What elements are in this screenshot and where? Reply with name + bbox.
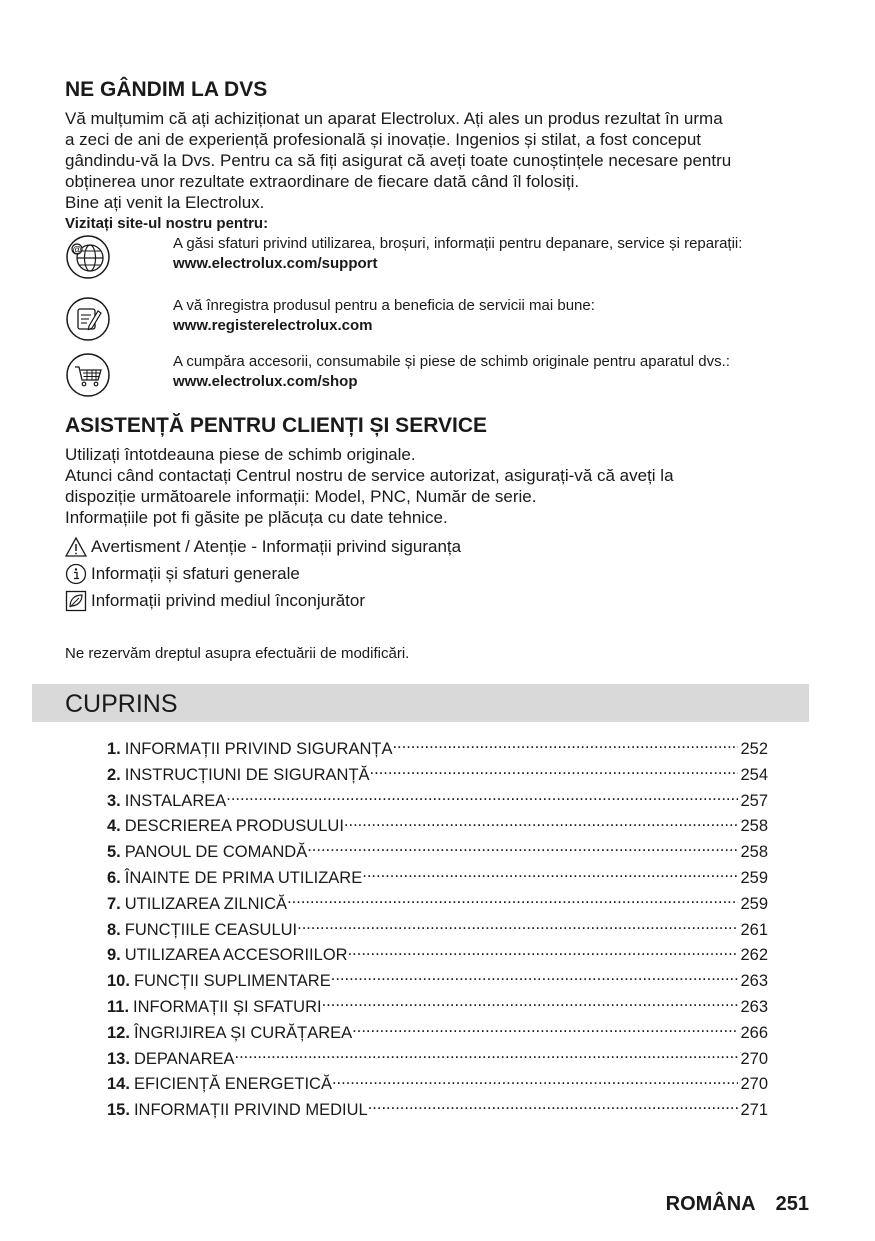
toc-entry-page: 263 [740, 997, 768, 1016]
toc-entry[interactable] [107, 863, 768, 889]
info-circle-icon [65, 563, 87, 585]
legend-info-text: Informații și sfaturi generale [91, 564, 300, 583]
toc-entry[interactable] [107, 1018, 768, 1044]
toc-dot-leader [392, 734, 738, 754]
warning-triangle-icon [65, 536, 87, 558]
toc-entry-page: 261 [740, 920, 768, 939]
visit-label: Vizitați site-ul nostru pentru: [65, 215, 269, 232]
legend-warning-text: Avertisment / Atenție - Informații privind siguranța [91, 537, 462, 556]
intro-line: Bine ați venit la Electrolux. [65, 193, 265, 212]
toc-entry-number: 1. [107, 740, 121, 758]
toc-entry-label: INFORMAȚII PRIVIND MEDIUL [133, 1101, 368, 1120]
toc-entry-page: 271 [740, 1101, 768, 1120]
toc-dot-leader [322, 992, 739, 1012]
leaf-environment-icon [65, 590, 87, 612]
support-url-link[interactable]: www.electrolux.com/support [173, 255, 378, 272]
intro-body [65, 108, 825, 213]
toc-dot-leader [307, 837, 738, 857]
toc-entry-page: 254 [740, 765, 768, 784]
toc-entry-label: INSTRUCȚIUNI DE SIGURANȚĂ [124, 765, 370, 784]
toc-entry-page: 270 [740, 1075, 768, 1094]
register-description: A vă înregistra produsul pentru a beneficia de servicii mai bune: [173, 297, 595, 314]
toc-dot-leader [344, 811, 739, 831]
toc-dot-leader [235, 1044, 739, 1064]
support-link-text [173, 234, 813, 274]
register-url-link[interactable]: www.registerelectrolux.com [173, 317, 373, 334]
toc-entry-number: 8. [107, 920, 121, 939]
support-description: A găsi sfaturi privind utilizarea, broșuri, informații pentru depanare, service și reparații: [173, 235, 743, 252]
toc-entry-number: 5. [107, 843, 121, 862]
toc-entry[interactable] [107, 786, 768, 812]
intro-line: obținerea unor rezultate extraordinare de fiecare dată când îl folosiți. [65, 172, 580, 191]
svg-text:@: @ [72, 244, 82, 255]
symbol-legend [65, 533, 825, 614]
toc-entry[interactable] [107, 966, 768, 992]
toc-entry-label: UTILIZAREA ACCESORIILOR [124, 946, 348, 965]
toc-title: CUPRINS [65, 690, 178, 718]
shopping-cart-icon [65, 352, 111, 398]
toc-entry-number: 2. [107, 765, 121, 784]
toc-entry-number: 11. [107, 997, 130, 1016]
toc-entry-page: 258 [740, 817, 768, 836]
toc-entry-page: 259 [740, 868, 768, 887]
intro-line: gândindu-vă la Dvs. Pentru ca să fiți asigurat că aveți toate cunoștințele necesare pentru [65, 151, 732, 170]
legend-environment-text: Informații privind mediul înconjurător [91, 591, 366, 610]
toc-entry-label: FUNCȚII SUPLIMENTARE [133, 972, 331, 991]
shop-link-text [173, 352, 813, 392]
toc-dot-leader [331, 966, 739, 986]
toc-dot-leader [332, 1069, 739, 1089]
footer-language: ROMÂNA [665, 1193, 756, 1215]
toc-entry[interactable] [107, 992, 768, 1018]
toc-entry-page: 258 [740, 843, 768, 862]
register-pen-icon [65, 296, 111, 342]
service-body [65, 444, 825, 528]
toc-entry-page: 257 [740, 791, 768, 810]
toc-entry-number: 13. [107, 1049, 130, 1068]
toc-dot-leader [348, 940, 739, 960]
toc-entry-label: PANOUL DE COMANDĂ [124, 843, 308, 862]
page-footer [666, 1193, 809, 1216]
toc-entry-label: INSTALAREA [124, 791, 227, 810]
toc-entry[interactable] [107, 1095, 768, 1121]
toc-entry-page: 252 [740, 740, 768, 758]
toc-entry[interactable] [107, 915, 768, 941]
toc-entry-number: 10. [107, 972, 130, 991]
legend-item-environment [65, 587, 825, 614]
service-line: Atunci când contactați Centrul nostru de service autorizat, asigurați-vă că aveți la [65, 466, 674, 485]
toc-entry-label: EFICIENȚĂ ENERGETICĂ [133, 1075, 332, 1094]
toc-entry[interactable] [107, 1069, 768, 1095]
toc-dot-leader [362, 863, 738, 883]
register-link-text [173, 296, 813, 336]
toc-dot-leader [297, 915, 738, 935]
toc-entry[interactable] [107, 811, 768, 837]
toc-entry-label: ÎNAINTE DE PRIMA UTILIZARE [124, 868, 363, 887]
table-of-contents [107, 734, 768, 1121]
intro-title: NE GÂNDIM LA DVS [65, 78, 268, 101]
toc-entry-label: FUNCȚIILE CEASULUI [124, 920, 298, 939]
toc-entry[interactable] [107, 1044, 768, 1070]
toc-entry-label: INFORMAȚII PRIVIND SIGURANȚA [124, 740, 393, 758]
intro-line: Vă mulțumim că ați achiziționat un aparat Electrolux. Ați ales un produs rezultat în urma [65, 109, 723, 128]
toc-entry-label: DESCRIEREA PRODUSULUI [124, 817, 344, 836]
toc-entry[interactable] [107, 889, 768, 915]
toc-dot-leader [226, 786, 738, 806]
shop-url-link[interactable]: www.electrolux.com/shop [173, 373, 358, 390]
toc-entry-number: 15. [107, 1101, 130, 1120]
toc-entry-page: 259 [740, 894, 768, 913]
toc-dot-leader [368, 1095, 739, 1115]
toc-entry[interactable] [107, 734, 768, 760]
service-line: dispoziție următoarele informații: Model, PNC, Număr de serie. [65, 487, 537, 506]
legend-item-info [65, 560, 825, 587]
toc-entry[interactable] [107, 760, 768, 786]
toc-entry-page: 263 [740, 972, 768, 991]
toc-dot-leader [370, 760, 739, 780]
legend-item-warning [65, 533, 825, 560]
toc-entry-number: 7. [107, 894, 121, 913]
toc-entry-page: 266 [740, 1023, 768, 1042]
toc-entry-number: 14. [107, 1075, 130, 1094]
toc-dot-leader [352, 1018, 738, 1038]
toc-dot-leader [287, 889, 738, 909]
service-title: ASISTENȚĂ PENTRU CLIENȚI ȘI SERVICE [65, 414, 487, 437]
toc-entry-page: 262 [740, 946, 768, 965]
toc-entry-label: DEPANAREA [133, 1049, 235, 1068]
rights-notice: Ne rezervăm dreptul asupra efectuării de modificări. [65, 645, 410, 662]
toc-entry-number: 12. [107, 1023, 130, 1042]
toc-entry-label: ÎNGRIJIREA ȘI CURĂȚAREA [133, 1023, 353, 1042]
service-line: Utilizați întotdeauna piese de schimb originale. [65, 445, 416, 464]
toc-header-bar [32, 684, 809, 722]
intro-section [65, 78, 825, 232]
toc-entry-page: 270 [740, 1049, 768, 1068]
toc-entry-label: INFORMAȚII ȘI SFATURI [133, 997, 322, 1016]
toc-entry-number: 3. [107, 791, 121, 810]
service-line: Informațiile pot fi găsite pe plăcuța cu date tehnice. [65, 508, 448, 527]
globe-at-icon [65, 234, 111, 280]
toc-entry-number: 6. [107, 868, 121, 887]
shop-description: A cumpăra accesorii, consumabile și piese de schimb originale pentru aparatul dvs.: [173, 353, 730, 370]
toc-entry[interactable] [107, 940, 768, 966]
toc-entry-number: 9. [107, 946, 121, 965]
customer-service-section [65, 414, 825, 614]
toc-entry[interactable] [107, 837, 768, 863]
toc-entry-label: UTILIZAREA ZILNICĂ [124, 894, 288, 913]
intro-line: a zeci de ani de experiență profesională și inovație. Ingenios și stilat, a fost conceput [65, 130, 701, 149]
footer-page-number: 251 [775, 1193, 809, 1215]
toc-entry-number: 4. [107, 817, 121, 836]
